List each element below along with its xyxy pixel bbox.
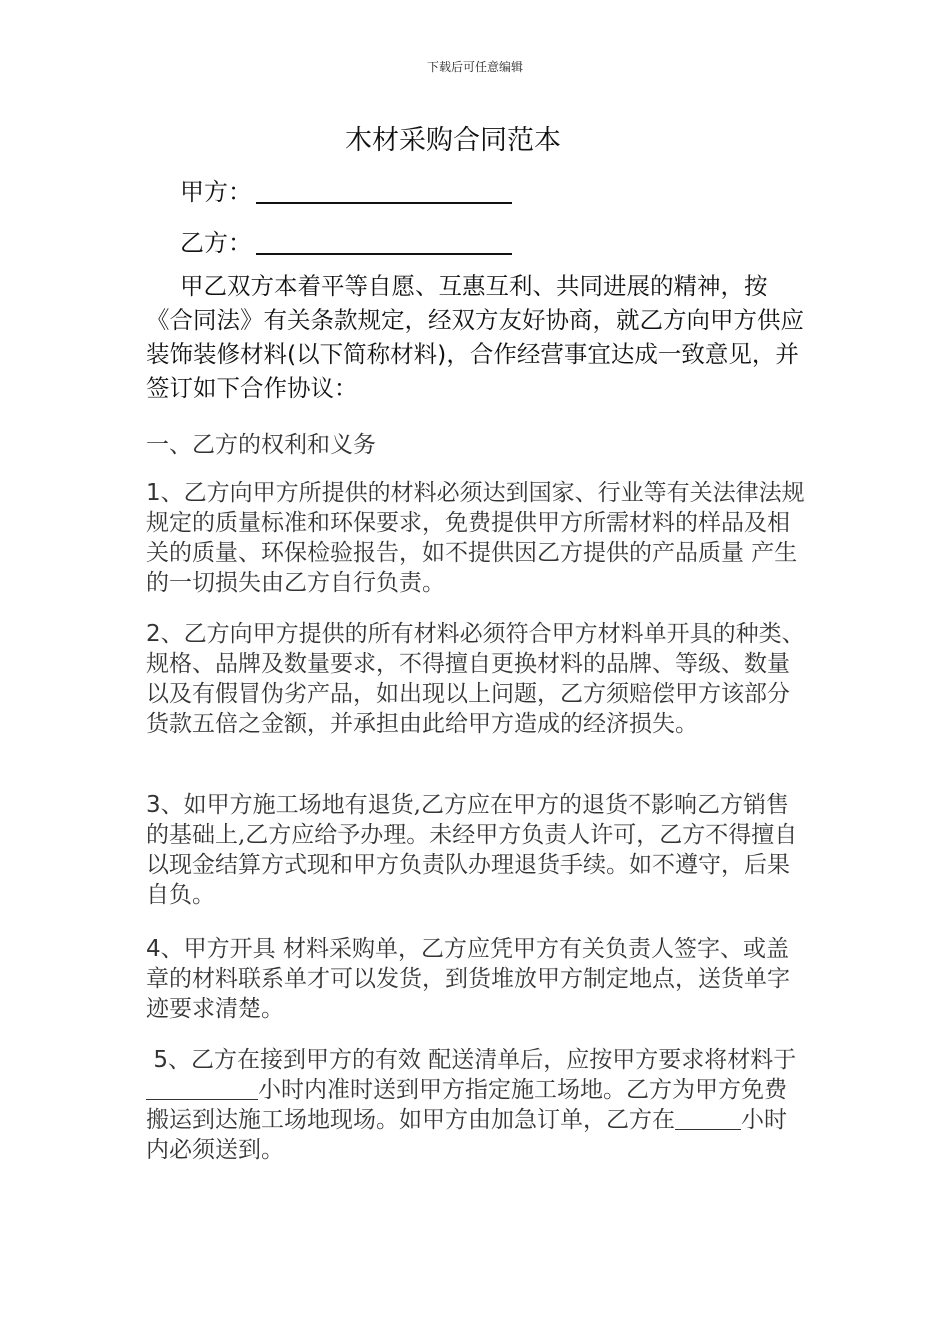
clause-4 bbox=[146, 934, 806, 1024]
clause-text: 、如甲方施工场地有退货,乙方应在甲方的退货不影响乙方销售的基础上,乙方应给予办理。未经甲方负责人许可，乙方不得擅自以现金结算方式现和甲方负责队办理退货手续。如不遵守，后果自负。 bbox=[146, 792, 798, 908]
hours-blank bbox=[146, 1077, 258, 1100]
clause-number: 3 bbox=[146, 792, 161, 818]
intro-paragraph bbox=[146, 269, 810, 405]
section-title: 一、乙方的权利和义务 bbox=[146, 432, 376, 458]
clause-text-end: 小时内必须送到。 bbox=[146, 1107, 787, 1163]
clause-text: 、乙方向甲方所提供的材料必须达到国家、行业等有关法律法规规定的质量标准和环保要求，免费提供甲方所需材料的样品及相关的质量、环保检验报告，如不提供因乙方提供的产品质量 产生的一切损失由乙方自行负责。 bbox=[146, 480, 805, 596]
clause-number: 5 bbox=[153, 1047, 168, 1073]
clause-1 bbox=[146, 478, 806, 598]
party-a-label: 甲方： bbox=[180, 178, 252, 206]
clause-5 bbox=[146, 1045, 806, 1165]
contract-title: 木材采购合同范本 bbox=[345, 125, 561, 156]
party-a-row bbox=[180, 172, 512, 207]
intro-text: 甲乙双方本着平等自愿、互惠互利、共同进展的精神，按《合同法》有关条款规定，经双方友好协商，就乙方向甲方供应装饰装修材料(以下简称材料)，合作经营事宜达成一致意见，并签订如下合作协议： bbox=[146, 272, 804, 402]
header-note: 下载后可任意编辑 bbox=[426, 60, 523, 74]
clause-2 bbox=[146, 619, 806, 739]
clause-text: 、甲方开具 材料采购单，乙方应凭甲方有关负责人签字、或盖章的材料联系单才可以发货，到货堆放甲方制定地点，送货单字迹要求清楚。 bbox=[146, 936, 790, 1022]
clause-text: 、乙方在接到甲方的有效 配送清单后，应按甲方要求将材料于 bbox=[167, 1047, 797, 1073]
party-b-label: 乙方： bbox=[180, 229, 252, 257]
urgent-hours-blank bbox=[675, 1107, 741, 1130]
clause-text-cont: 小时内准时送到甲方指定施工场地。乙方为甲方免费搬运到达施工场地现场。如甲方由加急订单，乙方在 bbox=[146, 1077, 787, 1133]
clause-number: 2 bbox=[146, 621, 161, 647]
clause-number: 4 bbox=[146, 936, 161, 962]
clause-3 bbox=[146, 790, 806, 910]
party-b-row bbox=[180, 223, 512, 258]
clause-number: 1 bbox=[146, 480, 161, 506]
clause-text: 、乙方向甲方提供的所有材料必须符合甲方材料单开具的种类、规格、品牌及数量要求，不得擅自更换材料的品牌、等级、数量以及有假冒伪劣产品，如出现以上问题，乙方须赔偿甲方该部分货款五倍之金额，并承担由此给甲方造成的经济损失。 bbox=[146, 621, 805, 737]
party-a-blank bbox=[256, 178, 512, 204]
party-b-blank bbox=[256, 229, 512, 255]
